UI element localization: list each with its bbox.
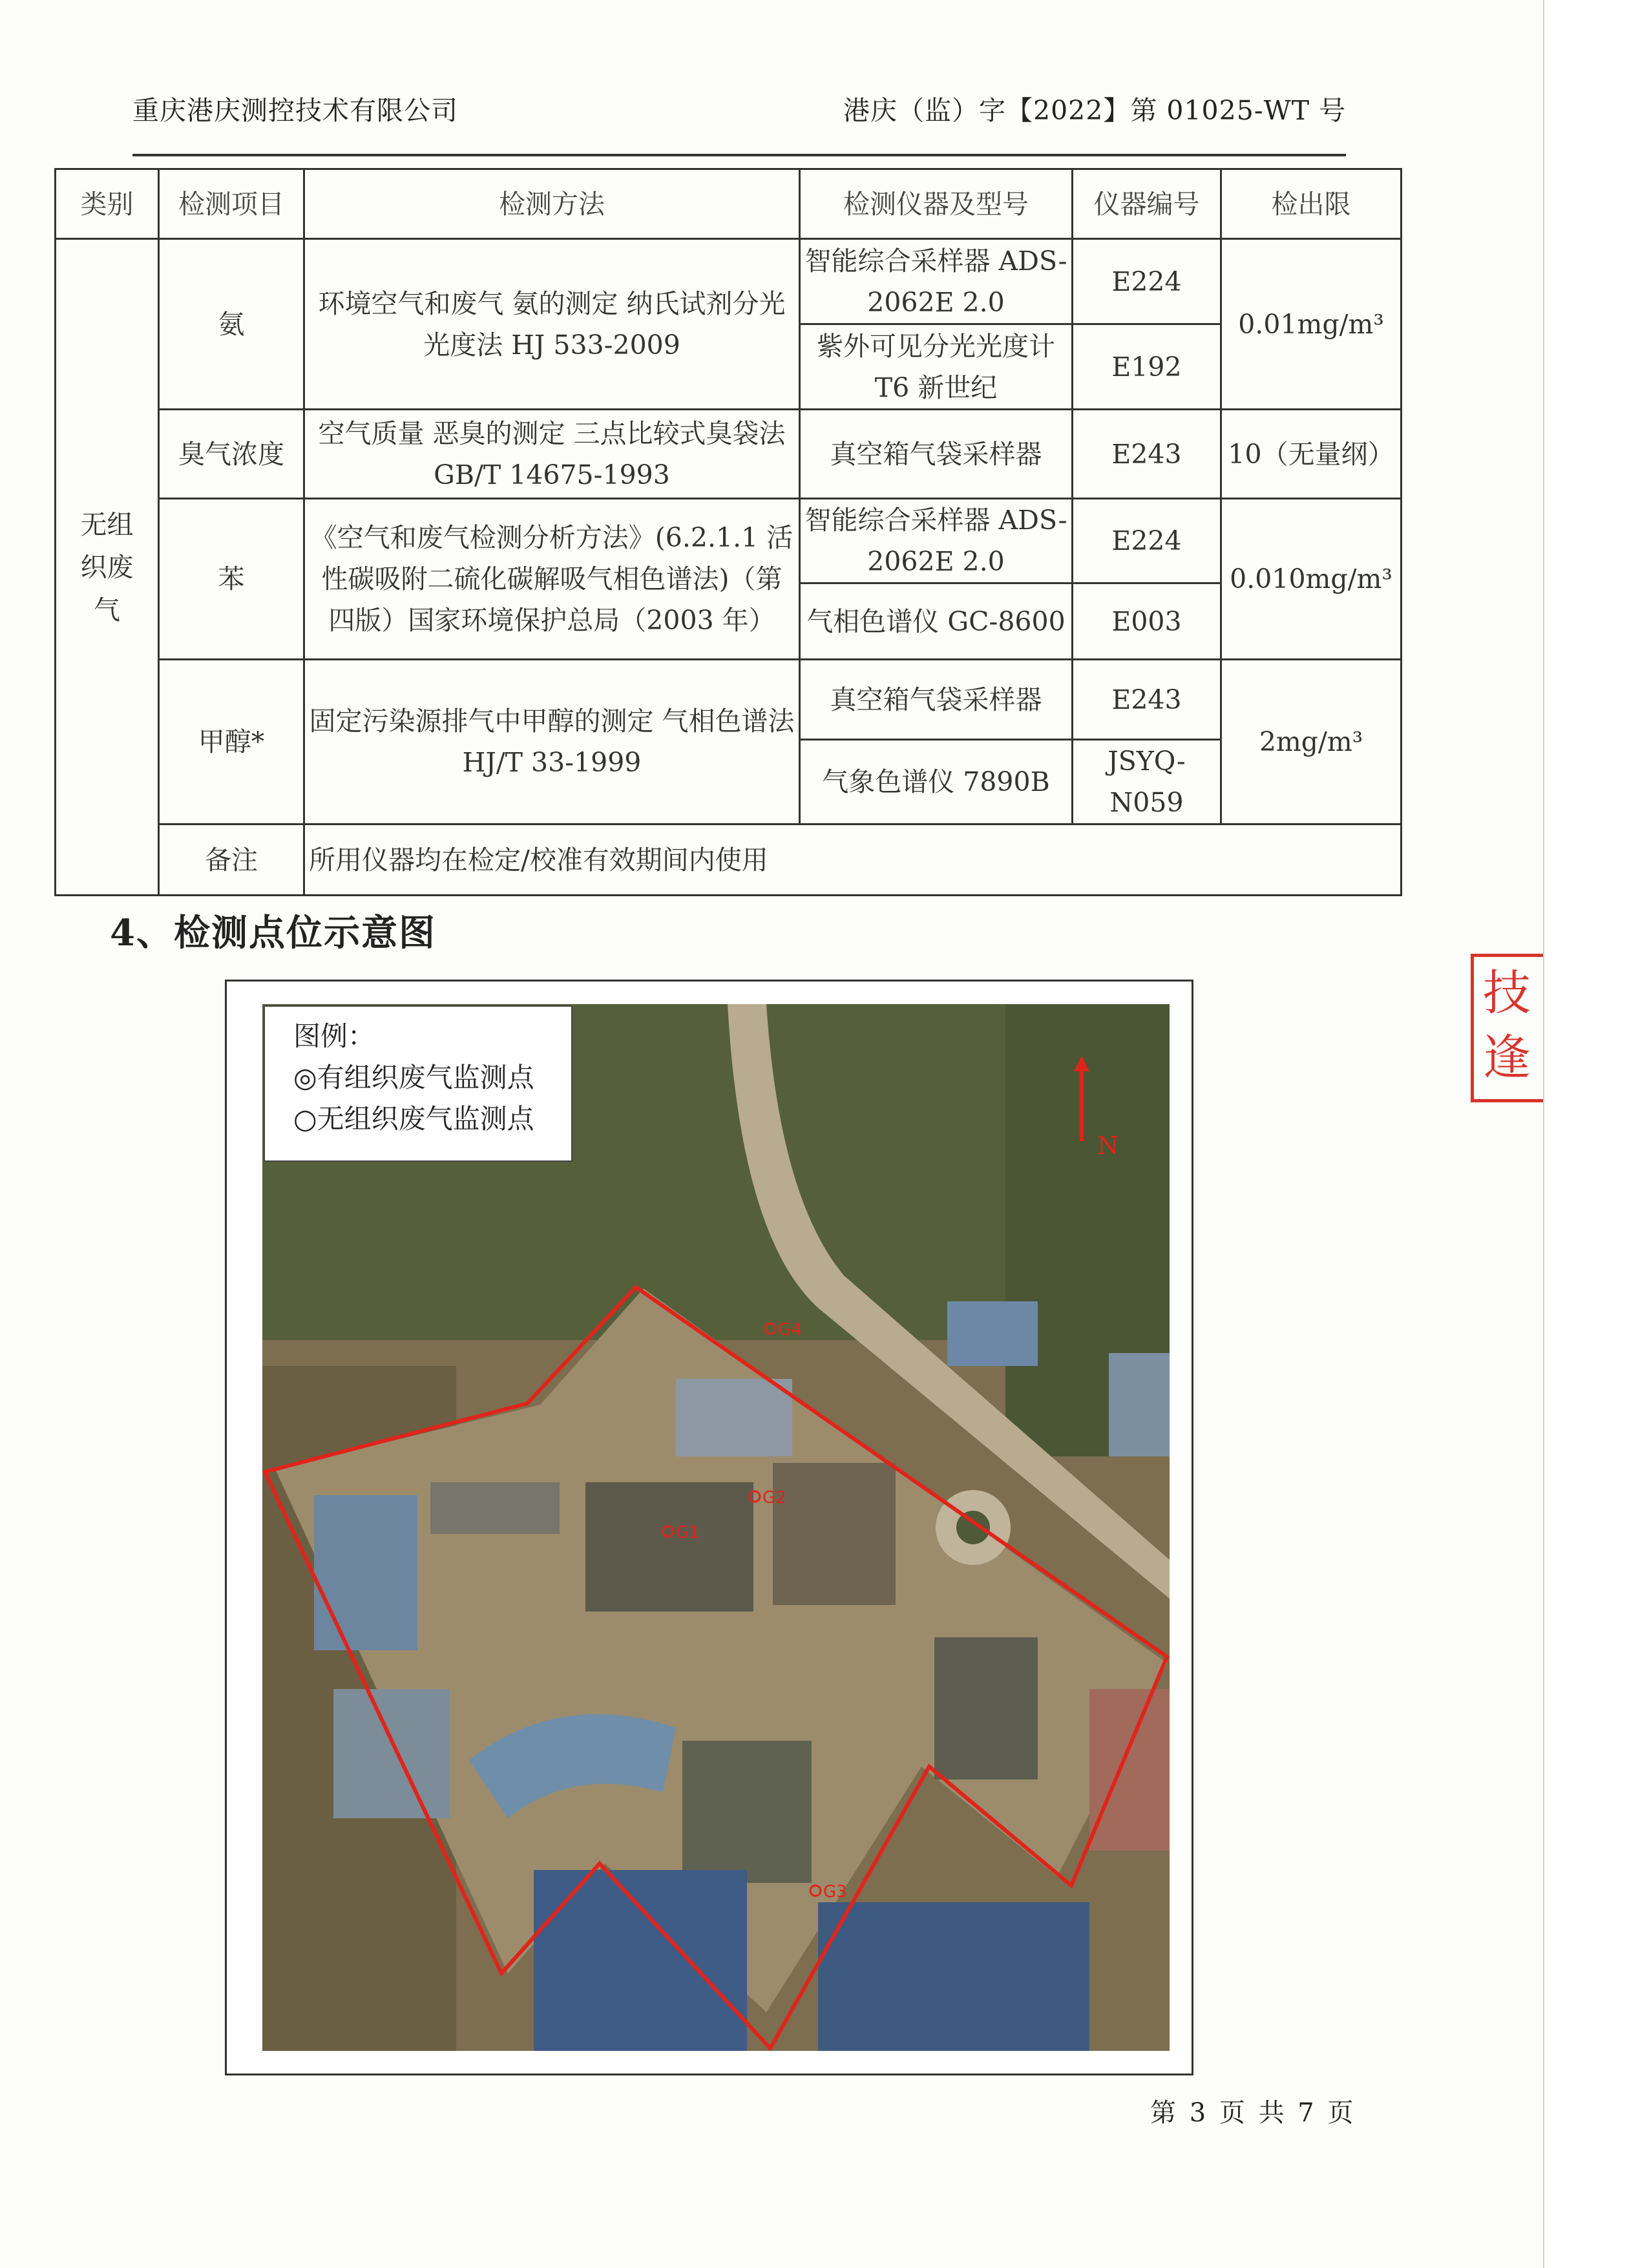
stamp-char: 逢 (1483, 1030, 1531, 1086)
map-building (1089, 1689, 1170, 1851)
limit-cell: 0.010mg/m³ (1221, 499, 1402, 660)
header-rule (132, 154, 1346, 156)
company-name: 重庆港庆测控技术有限公司 (132, 95, 458, 126)
limit-cell: 0.01mg/m³ (1221, 239, 1402, 410)
method-cell: 《空气和废气检测分析方法》(6.2.1.1 活性碳吸附二硫化碳解吸气相色谱法)（第四版）国家环境保护总局（2003 年） (304, 499, 800, 660)
instrument-cell: 气象色谱仪 7890B (800, 740, 1073, 824)
point-g4-label: G4 (778, 1320, 802, 1339)
instrument-code-cell: E224 (1073, 499, 1221, 583)
table-header-row (56, 169, 1402, 239)
item-cell: 臭气浓度 (159, 410, 304, 499)
map-building (773, 1463, 896, 1605)
remark-row (56, 824, 1402, 896)
instrument-cell: 智能综合采样器 ADS-2062E 2.0 (800, 499, 1073, 583)
map-legend (264, 1005, 572, 1162)
instrument-cell: 智能综合采样器 ADS-2062E 2.0 (800, 239, 1073, 324)
legend-organized: ◎有组织废气监测点 (293, 1062, 534, 1093)
stamp-char: 技 (1483, 965, 1531, 1021)
instrument-cell: 紫外可见分光光度计 T6 新世纪 (800, 324, 1073, 410)
col-header-method: 检测方法 (304, 169, 800, 239)
item-cell: 甲醇* (159, 660, 304, 824)
remark-label: 备注 (159, 824, 304, 896)
col-header-category: 类别 (56, 169, 159, 239)
instrument-code-cell: E192 (1073, 324, 1221, 410)
limit-cell: 2mg/m³ (1221, 660, 1402, 824)
item-cell: 苯 (159, 499, 304, 660)
map-building (333, 1689, 450, 1818)
point-g2-label: G2 (762, 1488, 786, 1507)
report-number: 港庆（监）字【2022】第 01025-WT 号 (843, 95, 1347, 126)
col-header-instrument: 检测仪器及型号 (800, 169, 1073, 239)
map-building (585, 1482, 753, 1612)
instrument-code-cell: E003 (1073, 583, 1221, 660)
page-number: 第 3 页 共 7 页 (1150, 2098, 1356, 2128)
section-title: 4、检测点位示意图 (110, 912, 436, 954)
item-cell: 氨 (159, 239, 304, 410)
method-cell: 空气质量 恶臭的测定 三点比较式臭袋法 GB/T 14675-1993 (304, 410, 800, 499)
instrument-cell: 气相色谱仪 GC-8600 (800, 583, 1073, 660)
map-building (430, 1482, 560, 1534)
col-header-item: 检测项目 (159, 169, 304, 239)
limit-cell: 10（无量纲） (1221, 410, 1402, 499)
instrument-cell: 真空箱气袋采样器 (800, 660, 1073, 740)
instrument-code-cell: E243 (1073, 660, 1221, 740)
map-building (676, 1379, 792, 1456)
methods-table (54, 168, 1402, 896)
instrument-code-cell: E224 (1073, 239, 1221, 324)
north-label: N (1097, 1131, 1119, 1160)
table-row (56, 499, 1402, 583)
map-building (947, 1301, 1038, 1366)
map-building (934, 1637, 1038, 1780)
legend-unorganized: ○无组织废气监测点 (293, 1103, 534, 1135)
instrument-cell: 真空箱气袋采样器 (800, 410, 1073, 499)
seal-stamp (1471, 954, 1543, 1102)
point-g3-label: G3 (823, 1882, 847, 1902)
instrument-code-cell: JSYQ-N059 (1073, 740, 1221, 824)
col-header-code: 仪器编号 (1073, 169, 1221, 239)
map-building (534, 1870, 747, 2051)
table-row (56, 660, 1402, 740)
category-cell: 无组织废气 (56, 239, 159, 896)
table-row (56, 239, 1402, 324)
point-g1-label: G1 (676, 1523, 700, 1542)
col-header-limit: 检出限 (1221, 169, 1402, 239)
map-building (1109, 1353, 1170, 1456)
remark-text: 所用仪器均在检定/校准有效期间内使用 (304, 824, 1402, 896)
page-edge (1543, 0, 1649, 2268)
method-cell: 环境空气和废气 氨的测定 纳氏试剂分光光度法 HJ 533-2009 (304, 239, 800, 410)
map-building (682, 1741, 812, 1883)
legend-title: 图例： (293, 1020, 375, 1052)
map-building (314, 1495, 417, 1650)
instrument-code-cell: E243 (1073, 410, 1221, 499)
table-row (56, 410, 1402, 499)
map-building (818, 1902, 1089, 2051)
method-cell: 固定污染源排气中甲醇的测定 气相色谱法 HJ/T 33-1999 (304, 660, 800, 824)
